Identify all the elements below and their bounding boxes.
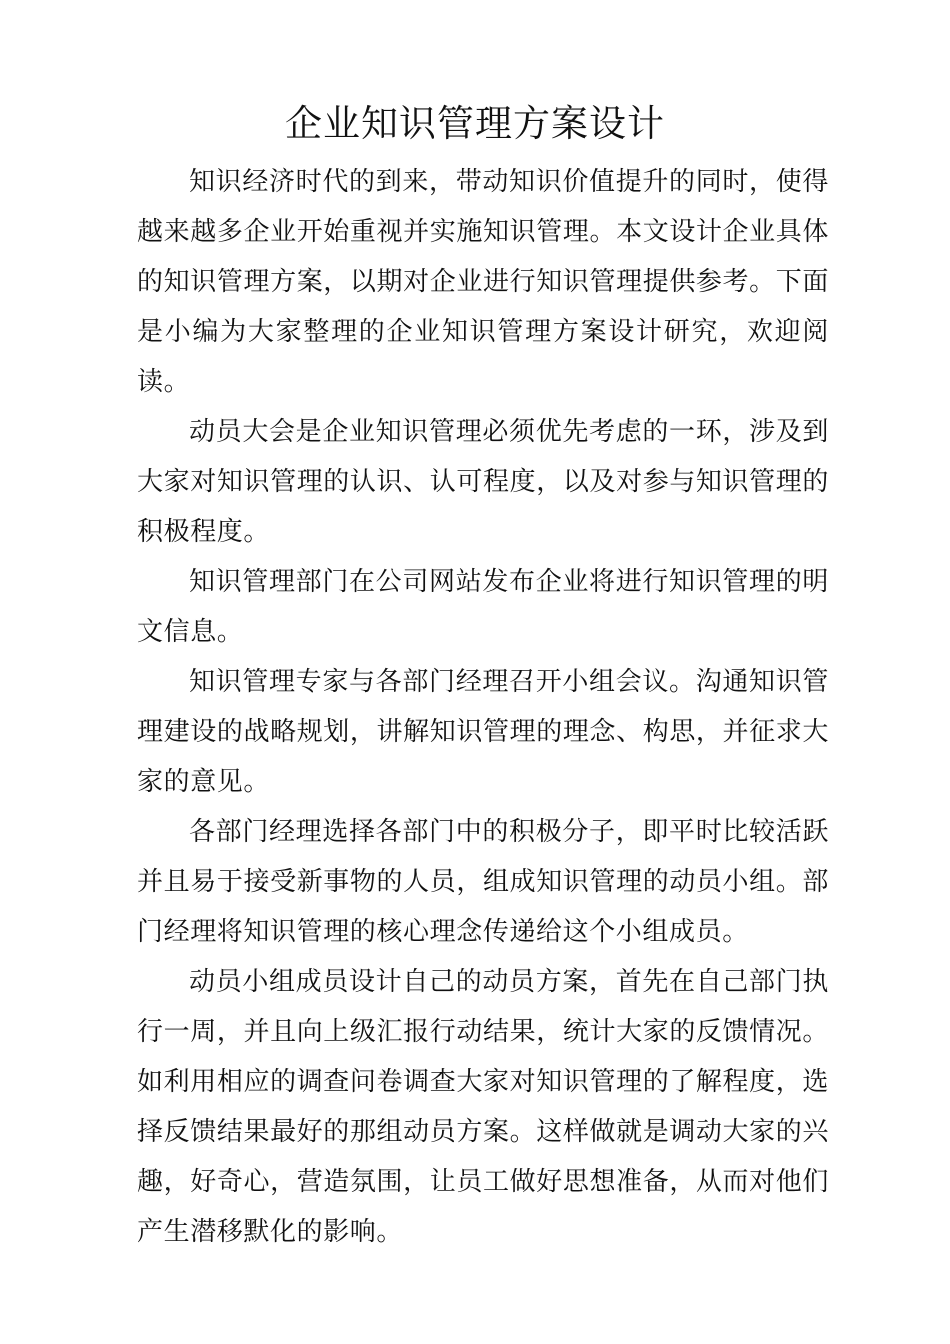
paragraph-mobilization-meeting: 动员大会是企业知识管理必须优先考虑的一环，涉及到大家对知识管理的认识、认可程度，以及对参与知识管理的积极程度。 bbox=[137, 417, 829, 547]
document-title: 企业知识管理方案设计 bbox=[285, 102, 665, 145]
document-body bbox=[137, 157, 829, 1257]
paragraph-mobilization-group: 各部门经理选择各部门中的积极分子，即平时比较活跃并且易于接受新事物的人员，组成知识管理的动员小组。部门经理将知识管理的核心理念传递给这个小组成员。 bbox=[137, 817, 829, 947]
paragraph-intro: 知识经济时代的到来，带动知识价值提升的同时，使得越来越多企业开始重视并实施知识管理。本文设计企业具体的知识管理方案，以期对企业进行知识管理提供参考。下面是小编为大家整理的企业知识管理方案设计研究，欢迎阅读。 bbox=[137, 167, 829, 397]
paragraph-website-announcement: 知识管理部门在公司网站发布企业将进行知识管理的明文信息。 bbox=[137, 567, 829, 647]
paragraph-expert-meeting: 知识管理专家与各部门经理召开小组会议。沟通知识管理建设的战略规划，讲解知识管理的理念、构思，并征求大家的意见。 bbox=[137, 667, 829, 797]
paragraph-mobilization-plan: 动员小组成员设计自己的动员方案，首先在自己部门执行一周，并且向上级汇报行动结果，统计大家的反馈情况。如利用相应的调查问卷调查大家对知识管理的了解程度，选择反馈结果最好的那组动员方案。这样做就是调动大家的兴趣，好奇心，营造氛围，让员工做好思想准备，从而对他们产生潜移默化的影响。 bbox=[137, 967, 829, 1247]
